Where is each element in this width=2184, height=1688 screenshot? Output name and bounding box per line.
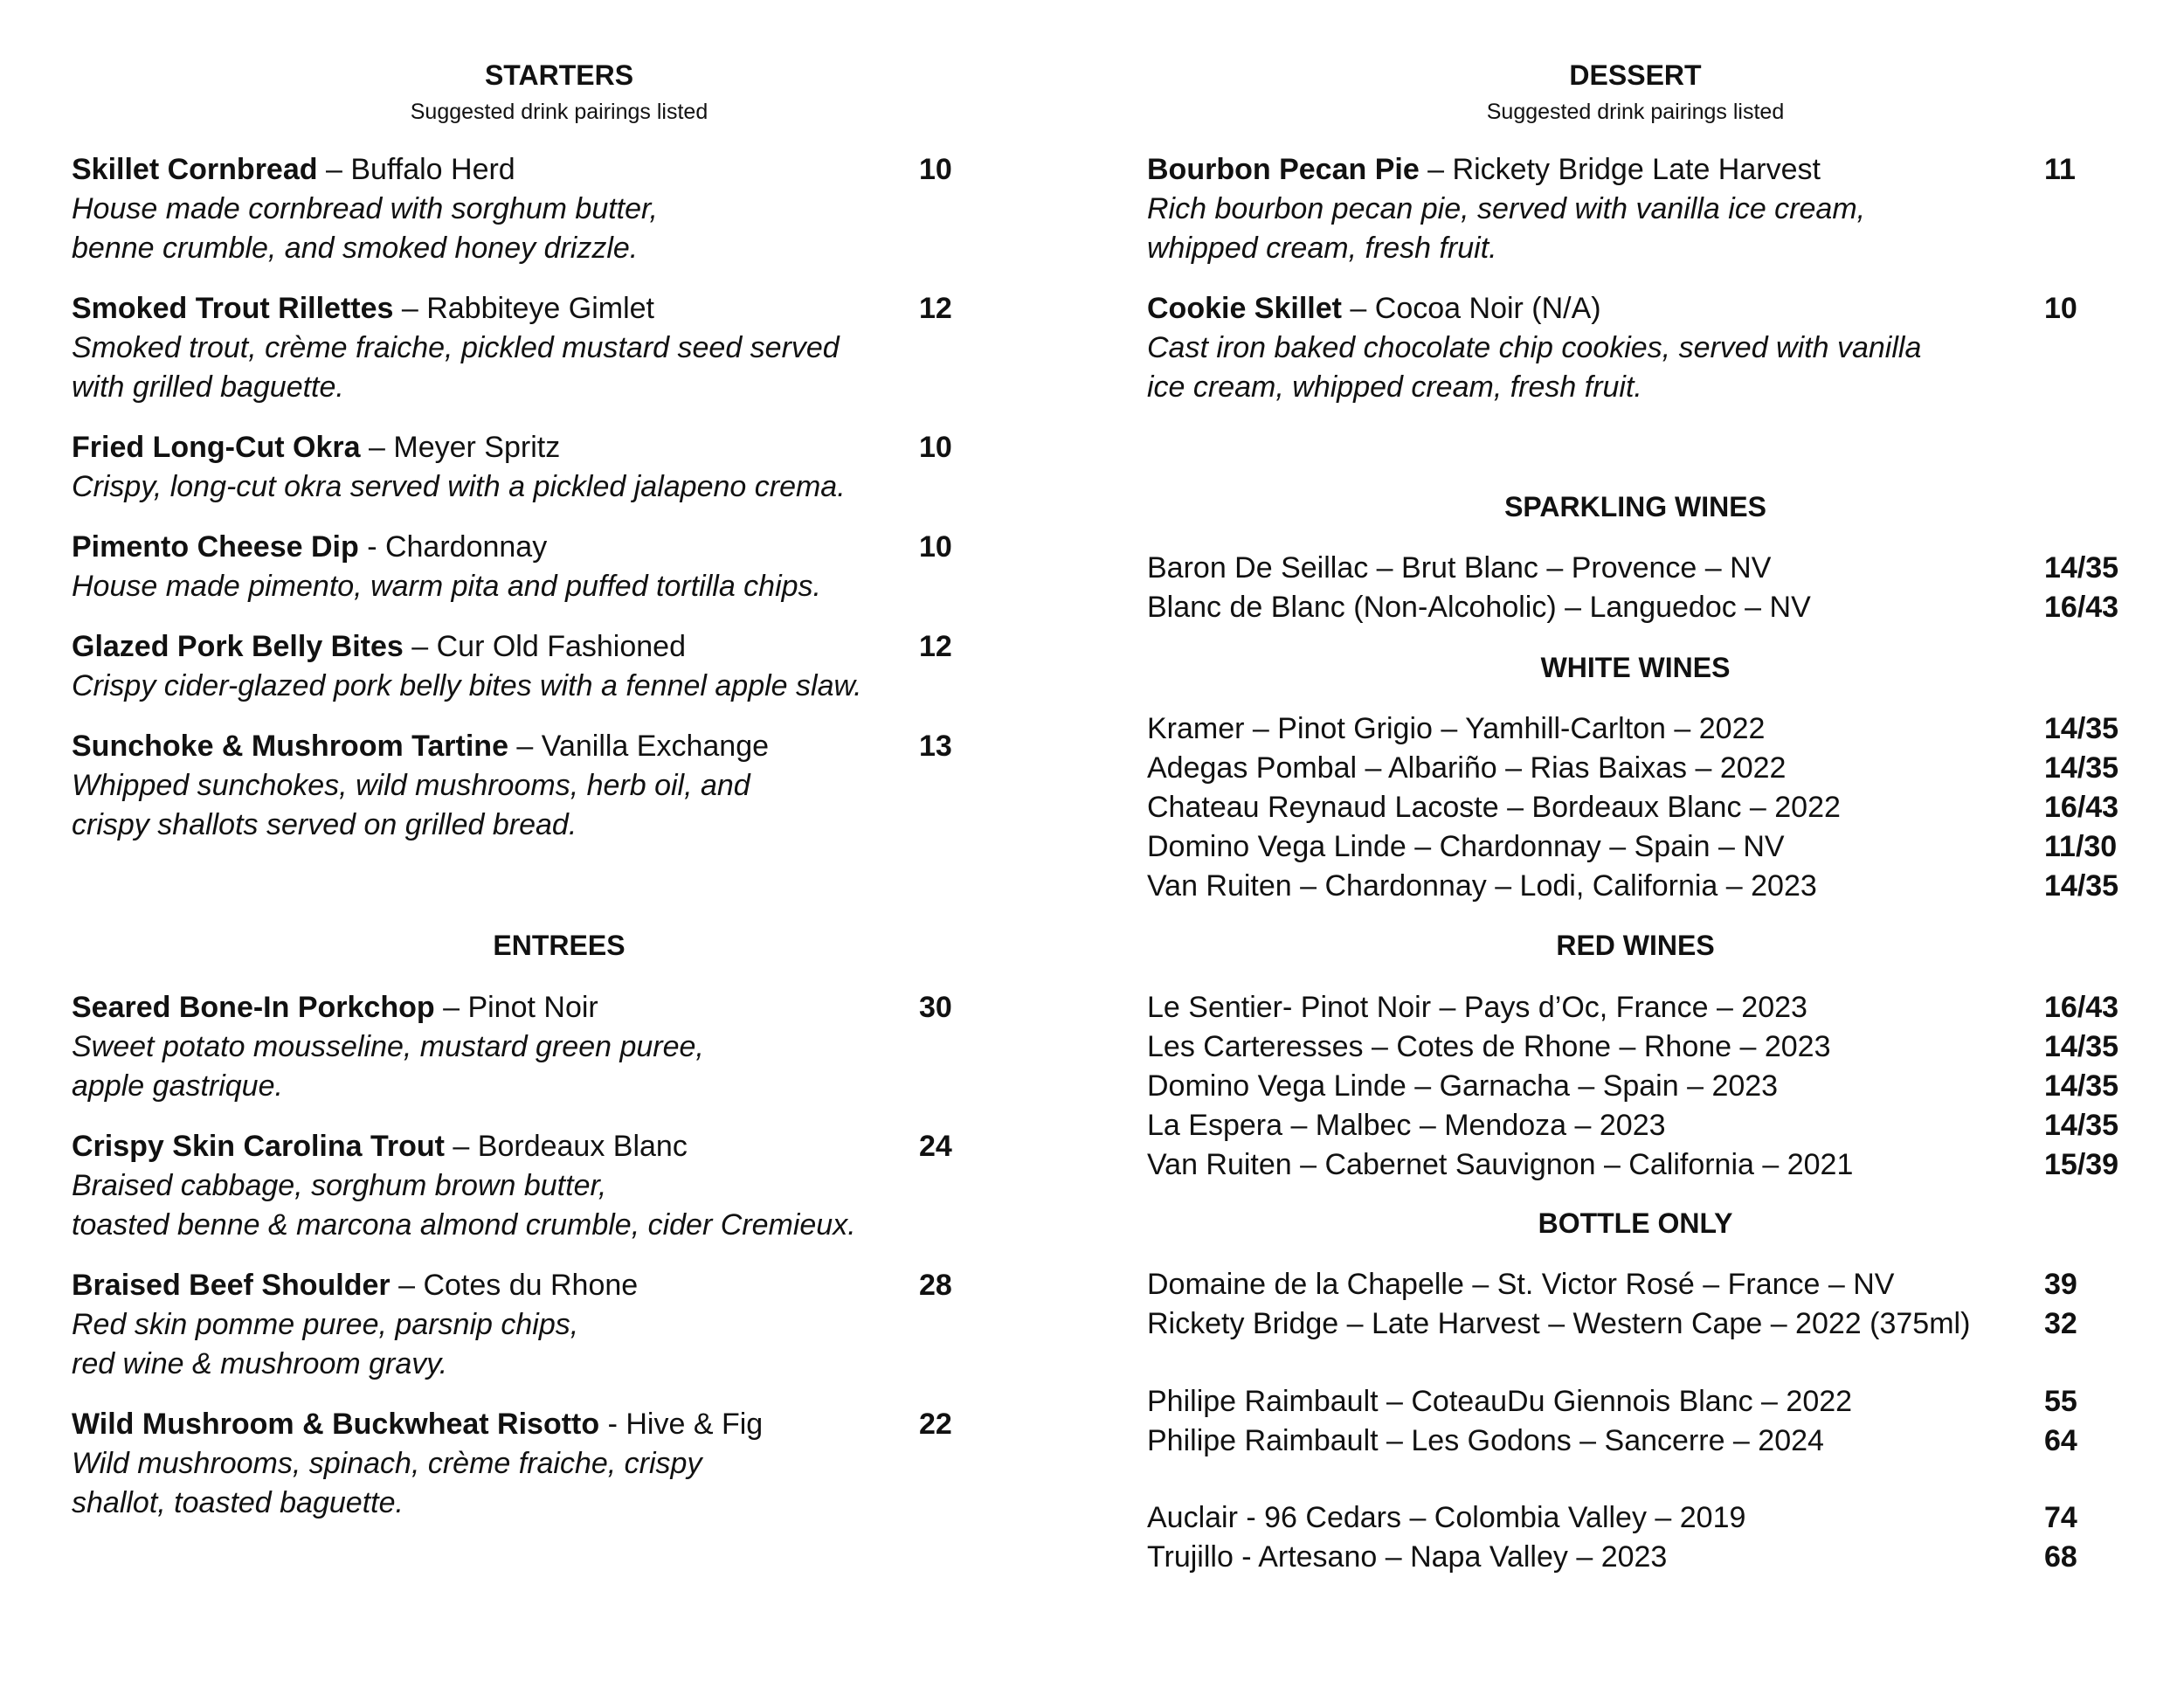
- wine-item: Domino Vega Linde – Chardonnay – Spain – NV: [1147, 830, 1785, 863]
- menu-item-name: Pimento Cheese Dip - Chardonnay: [72, 530, 548, 564]
- menu-item-description: apple gastrique.: [72, 1069, 283, 1103]
- wine-price: 14/35: [2044, 1030, 2119, 1063]
- wine-item: Philipe Raimbault – CoteauDu Giennois Blanc – 2022: [1147, 1385, 1853, 1418]
- wine-item: Trujillo - Artesano – Napa Valley – 2023: [1147, 1540, 1668, 1574]
- menu-item-description: Whipped sunchokes, wild mushrooms, herb oil, and: [72, 769, 750, 802]
- menu-item-description: House made pimento, warm pita and puffed tortilla chips.: [72, 570, 822, 603]
- menu-item-description: Red skin pomme puree, parsnip chips,: [72, 1308, 579, 1341]
- menu-item-name: Braised Beef Shoulder – Cotes du Rhone: [72, 1269, 639, 1302]
- menu-item-name: Sunchoke & Mushroom Tartine – Vanilla Exchange: [72, 730, 770, 763]
- dessert-subtitle: Suggested drink pairings listed: [1486, 100, 1785, 124]
- wine-price: 14/35: [2044, 751, 2119, 785]
- wine-item: Le Sentier- Pinot Noir – Pays d’Oc, France – 2023: [1147, 991, 1807, 1024]
- menu-item-price: 28: [919, 1269, 952, 1302]
- menu-item-price: 11: [2044, 153, 2076, 186]
- menu-item-description: crispy shallots served on grilled bread.: [72, 808, 577, 841]
- wine-price: 16/43: [2044, 591, 2119, 624]
- wine-price: 14/35: [2044, 551, 2119, 585]
- wine-price: 55: [2044, 1385, 2077, 1418]
- menu-item-name: Skillet Cornbread – Buffalo Herd: [72, 153, 515, 186]
- wine-price: 74: [2044, 1501, 2077, 1534]
- menu-item-price: 10: [2044, 292, 2077, 325]
- wine-item: Domino Vega Linde – Garnacha – Spain – 2023: [1147, 1069, 1779, 1103]
- menu-item-name: Seared Bone-In Porkchop – Pinot Noir: [72, 991, 598, 1024]
- menu-item-price: 13: [919, 730, 952, 763]
- wine-price: 14/35: [2044, 1069, 2119, 1103]
- menu-item-name: Smoked Trout Rillettes – Rabbiteye Gimlet: [72, 292, 654, 325]
- wine-item: Philipe Raimbault – Les Godons – Sancerre – 2024: [1147, 1424, 1824, 1457]
- menu-item-description: benne crumble, and smoked honey drizzle.: [72, 232, 639, 265]
- menu-item-description: Rich bourbon pecan pie, served with vanilla ice cream,: [1147, 192, 1866, 225]
- menu-item-description: Wild mushrooms, spinach, crème fraiche, crispy: [72, 1447, 702, 1480]
- wine-price: 68: [2044, 1540, 2077, 1574]
- menu-item-description: Smoked trout, crème fraiche, pickled mustard seed served: [72, 331, 840, 364]
- menu-item-price: 12: [919, 630, 952, 663]
- menu-item-description: Cast iron baked chocolate chip cookies, served with vanilla: [1147, 331, 1922, 364]
- menu-item-name: Fried Long-Cut Okra – Meyer Spritz: [72, 431, 561, 464]
- menu-item-description: Sweet potato mousseline, mustard green puree,: [72, 1030, 704, 1063]
- menu-item-price: 12: [919, 292, 952, 325]
- wine-price: 14/35: [2044, 869, 2119, 903]
- menu-item-name: Crispy Skin Carolina Trout – Bordeaux Blanc: [72, 1130, 688, 1163]
- wine-item: Auclair - 96 Cedars – Colombia Valley – 2019: [1147, 1501, 1746, 1534]
- menu-item-price: 30: [919, 991, 952, 1024]
- wine-item: Van Ruiten – Chardonnay – Lodi, California – 2023: [1147, 869, 1817, 903]
- menu-item-description: Braised cabbage, sorghum brown butter,: [72, 1169, 607, 1202]
- menu-item-price: 10: [919, 431, 952, 464]
- wine-item: Adegas Pombal – Albariño – Rias Baixas – 2022: [1147, 751, 1787, 785]
- wine-item: Les Carteresses – Cotes de Rhone – Rhone – 2023: [1147, 1030, 1831, 1063]
- menu-item-description: Crispy cider-glazed pork belly bites with a fennel apple slaw.: [72, 669, 862, 702]
- menu-item-price: 22: [919, 1408, 952, 1441]
- wine-price: 11/30: [2044, 830, 2118, 863]
- menu-item-price: 10: [919, 153, 952, 186]
- dessert-title: DESSERT: [1569, 59, 1702, 91]
- wine-item: Chateau Reynaud Lacoste – Bordeaux Blanc – 2022: [1147, 791, 1841, 824]
- wine-price: 15/39: [2044, 1148, 2119, 1181]
- white-wines-title: WHITE WINES: [1540, 652, 1731, 683]
- menu-item-description: with grilled baguette.: [72, 370, 344, 404]
- starters-title: STARTERS: [484, 59, 634, 91]
- menu-item-description: Crispy, long-cut okra served with a pickled jalapeno crema.: [72, 470, 846, 503]
- wine-price: 32: [2044, 1307, 2077, 1340]
- menu-item-name: Bourbon Pecan Pie – Rickety Bridge Late Harvest: [1147, 153, 1821, 186]
- wine-item: Domaine de la Chapelle – St. Victor Rosé – France – NV: [1147, 1268, 1895, 1301]
- menu-item-price: 10: [919, 530, 952, 564]
- menu-item-description: toasted benne & marcona almond crumble, cider Cremieux.: [72, 1208, 856, 1242]
- wine-item: Blanc de Blanc (Non-Alcoholic) – Languedoc – NV: [1147, 591, 1811, 624]
- bottle-only-title: BOTTLE ONLY: [1538, 1207, 1733, 1239]
- wine-price: 14/35: [2044, 1109, 2119, 1142]
- wine-item: Kramer – Pinot Grigio – Yamhill-Carlton – 2022: [1147, 712, 1766, 745]
- wine-item: Baron De Seillac – Brut Blanc – Provence – NV: [1147, 551, 1772, 585]
- wine-item: La Espera – Malbec – Mendoza – 2023: [1147, 1109, 1666, 1142]
- menu-item-name: Cookie Skillet – Cocoa Noir (N/A): [1147, 292, 1601, 325]
- menu-item-price: 24: [919, 1130, 952, 1163]
- red-wines-title: RED WINES: [1556, 930, 1715, 961]
- menu-item-description: House made cornbread with sorghum butter,: [72, 192, 658, 225]
- menu-item-description: red wine & mushroom gravy.: [72, 1347, 448, 1380]
- wine-price: 14/35: [2044, 712, 2119, 745]
- menu-item-name: Wild Mushroom & Buckwheat Risotto - Hive & Fig: [72, 1408, 764, 1441]
- wine-price: 64: [2044, 1424, 2077, 1457]
- wine-item: Rickety Bridge – Late Harvest – Western Cape – 2022 (375ml): [1147, 1307, 1971, 1340]
- starters-subtitle: Suggested drink pairings listed: [410, 100, 708, 124]
- wine-price: 39: [2044, 1268, 2077, 1301]
- sparkling-wines-title: SPARKLING WINES: [1504, 491, 1766, 522]
- menu-item-description: ice cream, whipped cream, fresh fruit.: [1147, 370, 1642, 404]
- menu-item-name: Glazed Pork Belly Bites – Cur Old Fashioned: [72, 630, 686, 663]
- wine-item: Van Ruiten – Cabernet Sauvignon – California – 2021: [1147, 1148, 1854, 1181]
- menu-item-description: shallot, toasted baguette.: [72, 1486, 404, 1519]
- wine-price: 16/43: [2044, 791, 2119, 824]
- menu-item-description: whipped cream, fresh fruit.: [1147, 232, 1497, 265]
- entrees-title: ENTREES: [493, 930, 625, 961]
- wine-price: 16/43: [2044, 991, 2119, 1024]
